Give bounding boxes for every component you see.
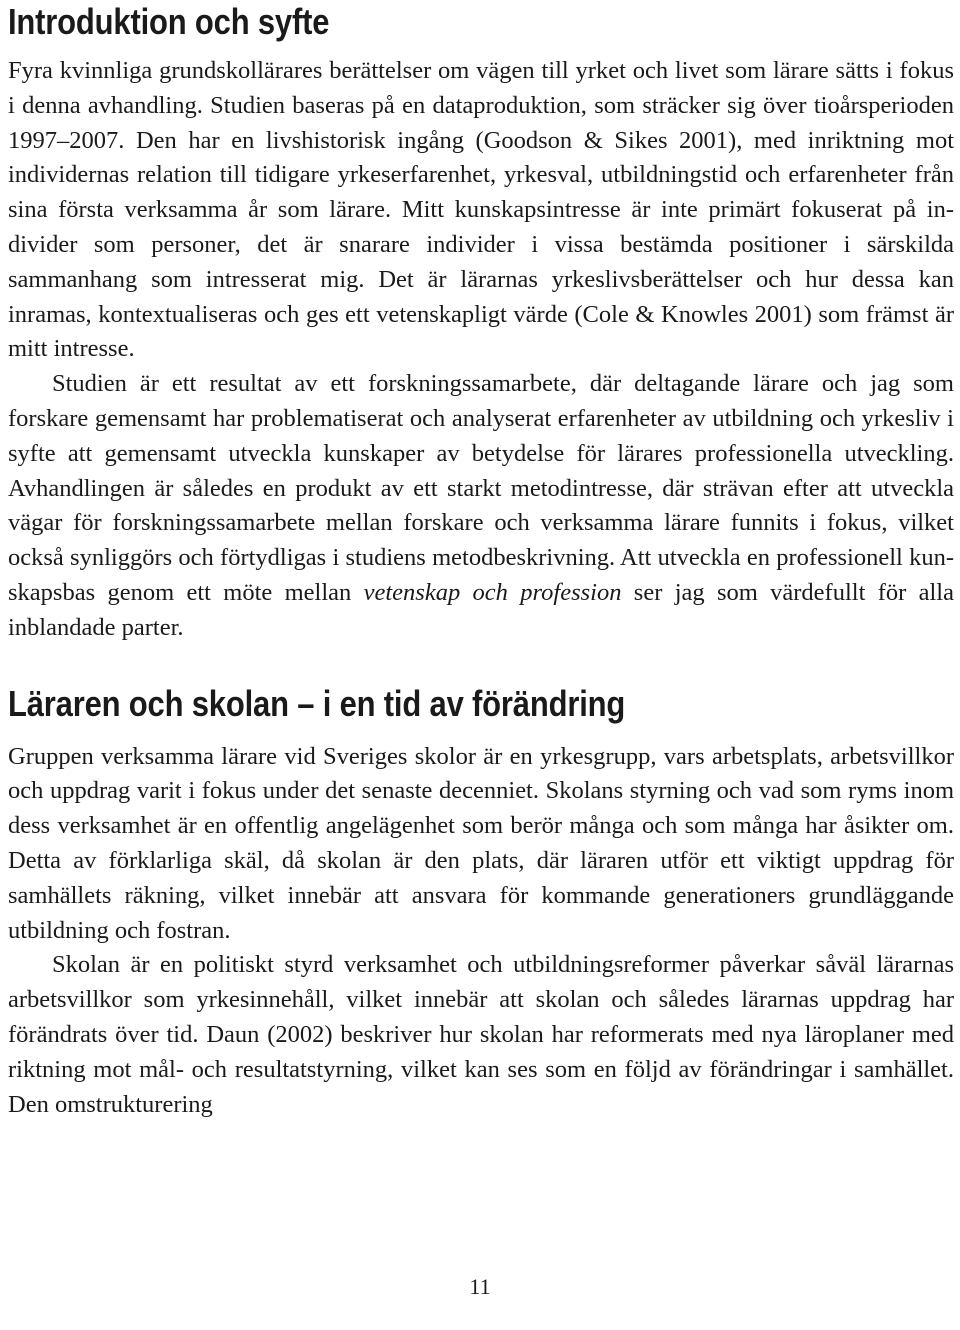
italic-term: vetenskap och profession: [363, 578, 622, 606]
paragraph-intro-2-text: Studien är ett resultat av ett forskningssamarbete, där deltagande lärare och jag som forskare gemensamt har problematiserat och analyserat erfarenheter av utbildning och yrkesliv i syfte att gemensamt utveckla kunskaper av betydelse för lärares professionella utveckling. Avhandlingen är således en produkt av ett starkt metodintresse, där strävan efter att utveckla vägar för forskningssamarbete mellan forskare och verksamma lärare funnits i fokus, vilket också synliggörs och förtydligas i studiens metodbeskrivning. Att utveckla en professionell kunskapsbas genom ett möte mellan: [8, 370, 954, 606]
paragraph-intro-1: Fyra kvinnliga grundskollärares berättelser om vägen till yrket och livet som lärare sätts i fokus i denna avhandling. Studien baseras på en dataproduktion, som sträcker sig över tioårsperioden 1997–2007. Den har en livshistorisk ingång (Goodson & Sikes 2001), med inriktning mot individernas relation till tidigare yrkeserfarenhet, yrkesval, utbildningstid och erfarenheter från sina första verksamma år som lärare. Mitt kunskapsintresse är inte primärt fokuserat på individer som personer, det är snarare individer i vissa bestämda positioner i särskilda sammanhang som intresserat mig. Det är lärarnas yrkeslivsberättelser och hur dessa kan inramas, kontextualiseras och ges ett vetenskapligt värde (Cole & Knowles 2001) som främst är mitt intresse.: [8, 57, 954, 363]
page-number: 11: [469, 1274, 491, 1299]
paragraph-intro-2: [8, 367, 954, 645]
section-heading-teacher-school: Läraren och skolan – i en tid av förändring: [8, 682, 626, 724]
section-heading-introduction: Introduktion och syfte: [8, 1, 330, 42]
paragraph-intro-2-tail: ser jag som värdefullt för alla inblandade parter.: [8, 578, 954, 641]
paragraph-teacher-2: Skolan är en politiskt styrd verksamhet och utbildningsreformer påverkar såväl lärarnas arbetsvillkor som yrkesinnehåll, vilket innebär att skolan och således lärarnas uppdrag har förändrats över tid. Daun (2002) beskriver hur skolan har reformerats med nya läroplaner med riktning mot mål- och resultatstyrning, vilket kan ses som en följd av förändringar i samhället. Den omstrukturering: [8, 951, 954, 1118]
paragraph-teacher-1: Gruppen verksamma lärare vid Sveriges skolor är en yrkesgrupp, vars arbetsplats, arbetsvillkor och uppdrag varit i fokus under det senaste decenniet. Skolans styrning och vad som ryms inom dess verksamhet är en offentlig angelägenhet som berör många och som många har åsikter om. Detta av förklarliga skäl, då skolan är den plats, där läraren utför ett viktigt uppdrag för samhällets räkning, vilket innebär att ansvara för kommande generationers grundläggande utbildning och fostran.: [8, 742, 954, 944]
document-page: [8, 0, 954, 1122]
